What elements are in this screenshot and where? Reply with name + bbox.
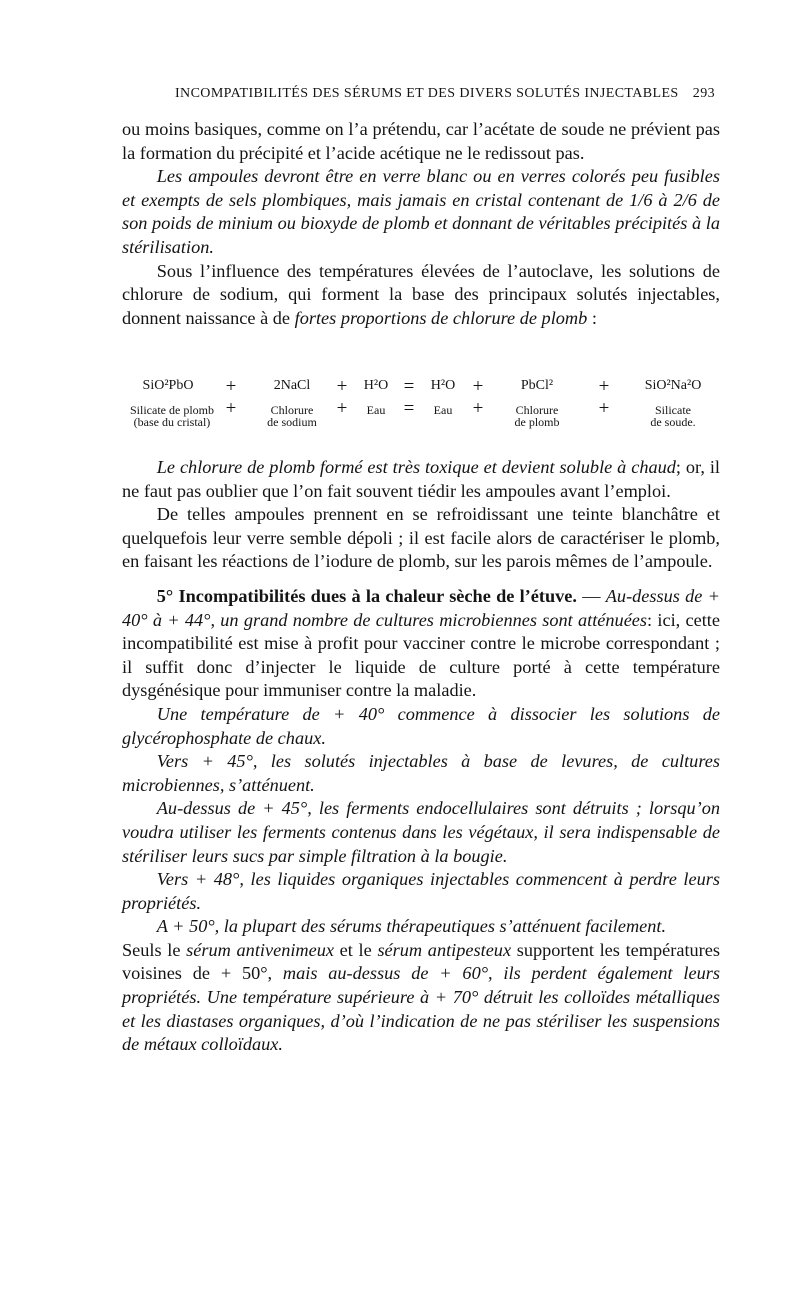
operator-plus: + xyxy=(598,398,610,419)
formula-silicate-soda: SiO²Na²O xyxy=(644,378,702,393)
formula-water: H²O xyxy=(363,378,389,393)
text-block-lower xyxy=(122,456,720,1057)
label-silicate-soda: Silicate de soude. xyxy=(650,403,696,429)
formula-lead-chloride: PbCl² xyxy=(520,378,554,393)
paragraph-45-degrees: Vers + 45°, les solutés injectables à base de levures, de cultures microbiennes, s’atténuent. xyxy=(122,751,720,795)
formula-water: H²O xyxy=(430,378,456,393)
operator-plus: + xyxy=(598,376,610,397)
antivenom-serum: sérum antivenimeux xyxy=(186,939,334,960)
label-silicate-lead: Silicate de plomb (base du cristal) xyxy=(130,403,214,429)
autoclave-end: : xyxy=(587,307,597,328)
label-sodium-chloride: Chlorure de sodium xyxy=(267,403,317,429)
text-block-upper xyxy=(122,118,720,330)
operator-plus: + xyxy=(225,376,237,397)
section-5-italic: Au-dessus de + 40° à + 44°, un grand nombre de cultures microbiennes sont atténuées xyxy=(122,585,720,630)
autoclave-italic: fortes proportions de chlorure de plomb xyxy=(294,307,588,328)
section-5-text: : ici, cette incompatibilité est mise à profit pour vacciner contre le microbe correspondant ; il suffit donc d’injecter le liquide de culture porté à cette température dysgénésique pour immuniser contre la maladie. xyxy=(122,609,720,701)
paragraph-continuation: ou moins basiques, comme on l’a prétendu, car l’acétate de soude ne prévient pas la formation du précipité et l’acide acétique ne le redissout pas. xyxy=(122,119,720,163)
paragraph-lead-detection: De telles ampoules prennent en se refroidissant une teinte blanchâtre et quelquefois leur verre semble dépoli ; il est facile alors de caractériser le plomb, en faisant les réactions de l’iodure de plomb, sur les parois mêmes de l’ampoule. xyxy=(122,504,720,572)
high-temperature-italic: mais au-dessus de + 60°, ils perdent également leurs propriétés. Une température supérieure à + 70° détruit les colloïdes métalliques et les diastases organiques, d’où l’indication de ne pas stériliser les suspensions de métaux colloïdaux. xyxy=(122,963,720,1055)
paragraph-ampoules-glass: Les ampoules devront être en verre blanc ou en verres colorés peu fusibles et exempts de sels plombiques, mais jamais en cristal contenant de 1/6 à 2/6 de son poids de minium ou bioxyde de plomb et donnant de véritables précipités à la stérilisation. xyxy=(122,166,720,257)
paragraph-lead-chloride xyxy=(122,456,720,503)
label-water: Eau xyxy=(366,403,386,417)
label-lead-chloride: Chlorure de plomb xyxy=(514,403,560,429)
operator-plus: + xyxy=(336,376,348,397)
operator-equals: = xyxy=(403,376,415,397)
paragraph-serums-tolerance: Seuls le sérum antivenimeux et le sérum antipesteux supportent les températures voisines de + 50°, mais au-dessus de + 60°, ils perdent également leurs propriétés. Une température supérieure à + 70° détruit les colloïdes métalliques et les diastases organiques, d’où l’indication de ne pas stériliser les suspensions de métaux colloïdaux. xyxy=(122,939,720,1055)
operator-plus: + xyxy=(472,376,484,397)
section-5 xyxy=(122,585,720,703)
lead-chloride-italic: Le chlorure de plomb formé est très toxique et devient soluble à chaud xyxy=(156,457,676,477)
paragraph-50-degrees: A + 50°, la plupart des sérums thérapeutiques s’atténuent facilement. xyxy=(156,916,667,937)
antiplague-serum: sérum antipesteux xyxy=(377,939,512,960)
operator-plus: + xyxy=(472,398,484,419)
paragraph-48-degrees: Vers + 48°, les liquides organiques injectables commencent à perdre leurs propriétés. xyxy=(122,869,720,913)
operator-plus: + xyxy=(225,398,237,419)
page-number: 293 xyxy=(692,86,715,101)
chemical-equation xyxy=(122,378,720,438)
section-5-heading: 5° Incompatibilités dues à la chaleur sèche de l’étuve. xyxy=(156,585,577,606)
formula-sodium-chloride: 2NaCl xyxy=(273,378,311,393)
label-water: Eau xyxy=(433,403,453,417)
section-5-dash: — xyxy=(576,585,606,606)
running-header xyxy=(175,86,715,106)
paragraph-autoclave xyxy=(122,260,720,331)
autoclave-text: Sous l’influence des températures élevées de l’autoclave, les solutions de chlorure de sodium, qui forment la base des principaux solutés injectables, donnent naissance à de xyxy=(122,260,720,328)
running-title: INCOMPATIBILITÉS DES SÉRUMS ET DES DIVERS SOLUTÉS INJECTABLES xyxy=(175,86,679,101)
formula-silicate-lead: SiO²PbO xyxy=(142,378,194,393)
lead-chloride-text: ; or, il ne faut pas oublier que l’on fait souvent tiédir les ampoules avant l’emploi. xyxy=(122,457,720,501)
paragraph-above-45-degrees: Au-dessus de + 45°, les ferments endocellulaires sont détruits ; lorsqu’on voudra utiliser les ferments contenus dans les végétaux, il sera indispensable de stériliser leurs sucs par simple filtration à la bougie. xyxy=(122,798,720,866)
paragraph-40-degrees: Une température de + 40° commence à dissocier les solutions de glycérophosphate de chaux. xyxy=(122,703,720,748)
operator-plus: + xyxy=(336,398,348,419)
operator-equals: = xyxy=(403,398,415,419)
